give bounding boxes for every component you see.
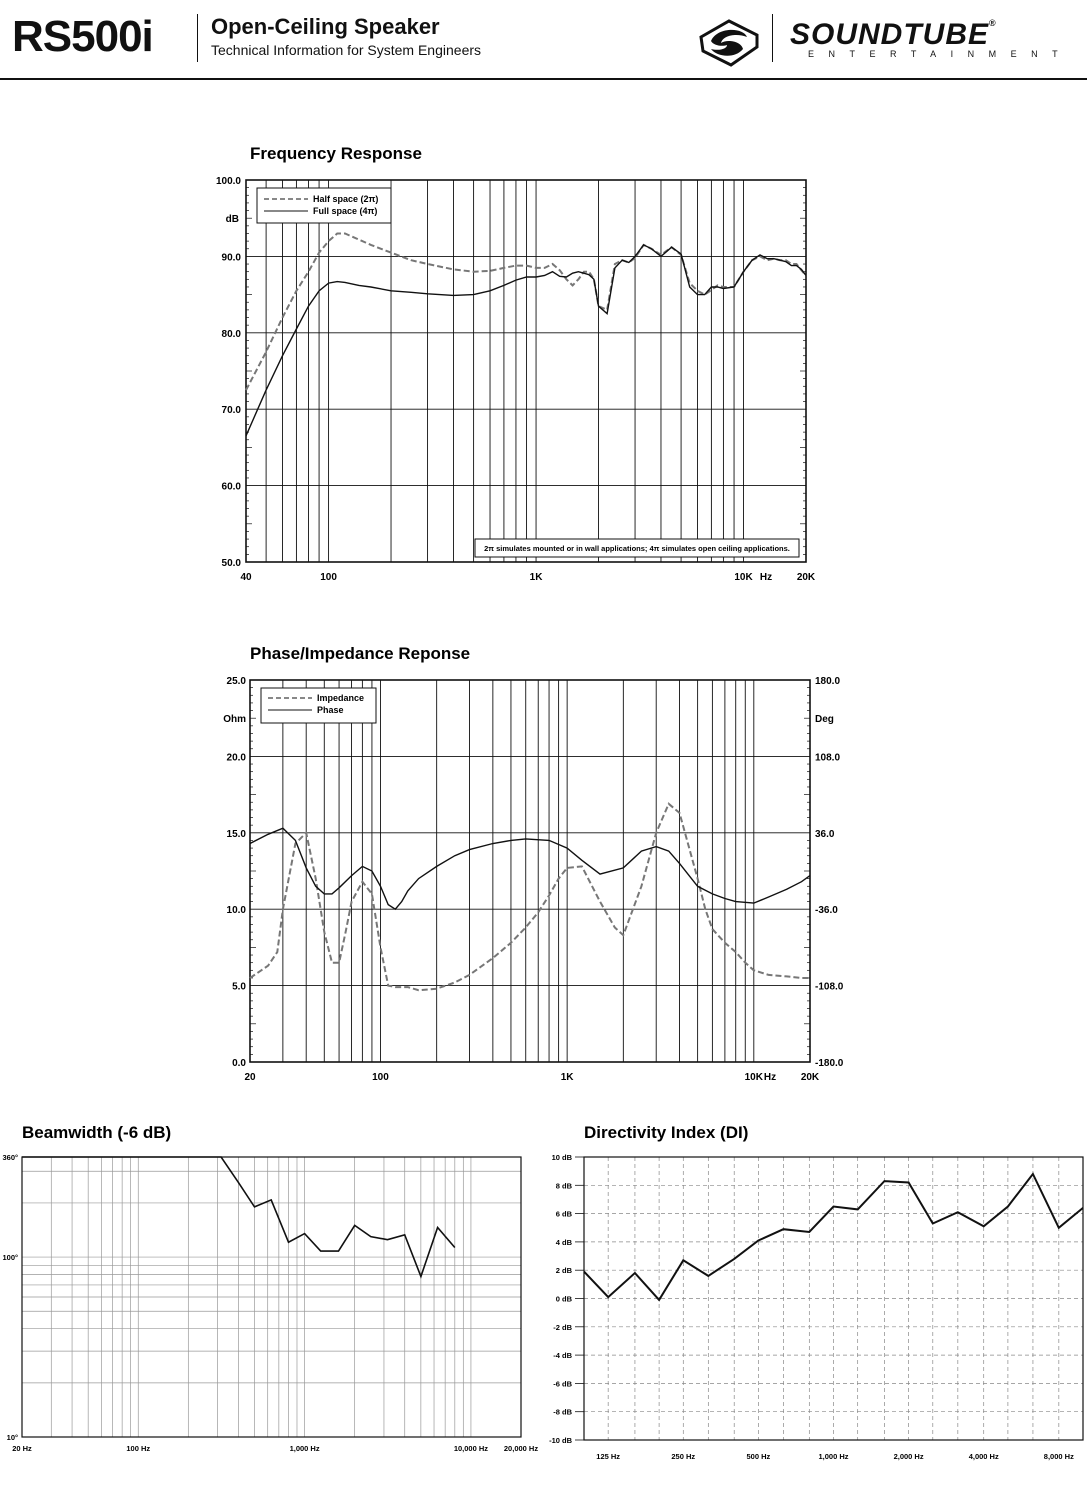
- x-tick-label: 1,000 Hz: [289, 1444, 320, 1453]
- y-tick-label: 20.0: [226, 752, 246, 764]
- y-tick-label: 60.0: [221, 481, 241, 493]
- x-tick-label: 40: [240, 572, 252, 583]
- y-tick-label: 15.0: [226, 828, 246, 840]
- phase-impedance-chart: [0, 630, 1087, 1100]
- series-line: [250, 804, 810, 990]
- legend-label: Impedance: [317, 693, 365, 703]
- y-tick-label: -4 dB: [553, 1351, 572, 1361]
- product-title: Open-Ceiling Speaker: [211, 14, 440, 39]
- chart-note: 2π simulates mounted or in wall applications; 4π simulates open ceiling applications.: [484, 544, 790, 553]
- x-tick-label: 100: [372, 1072, 389, 1083]
- y-tick-label: 10 dB: [551, 1153, 572, 1162]
- registered-mark: ®: [989, 18, 997, 28]
- x-tick-label: 100 Hz: [126, 1444, 151, 1453]
- x-unit-label: Hz: [763, 1072, 777, 1083]
- y2-tick-label: 36.0: [815, 828, 835, 840]
- legend-label: Full space (4π): [313, 206, 378, 216]
- y-tick-label: -10 dB: [549, 1436, 572, 1445]
- y-tick-label: 10.0: [226, 905, 246, 917]
- y-tick-label: 0.0: [232, 1058, 246, 1069]
- brand-tagline: ENTERTAINMENT: [808, 49, 1073, 59]
- y-tick-label: 4 dB: [555, 1237, 572, 1247]
- x-tick-label: 20: [244, 1072, 256, 1083]
- series-line: [250, 828, 810, 909]
- x-tick-label: 20,000 Hz: [503, 1444, 539, 1453]
- x-tick-label: 4,000 Hz: [968, 1452, 999, 1461]
- plot-frame: [250, 680, 810, 1062]
- brand-divider: [772, 14, 773, 62]
- y-tick-label: -2 dB: [553, 1322, 572, 1332]
- product-subtitle: Technical Information for System Engineers: [211, 42, 482, 58]
- legend-label: Half space (2π): [313, 194, 379, 204]
- chart-title: Beamwidth (-6 dB): [22, 1123, 172, 1142]
- x-tick-label: 2,000 Hz: [893, 1452, 924, 1461]
- chart-title: Phase/Impedance Reponse: [250, 644, 471, 663]
- x-tick-label: 500 Hz: [746, 1452, 771, 1461]
- y-tick-label: 70.0: [221, 405, 241, 417]
- model-name: RS500i: [12, 12, 153, 61]
- y-tick-label: -6 dB: [553, 1379, 572, 1389]
- directivity-index-chart: [542, 1110, 1087, 1480]
- page-header: [0, 0, 1087, 80]
- x-tick-label: 1K: [560, 1072, 574, 1083]
- series-line: [246, 234, 806, 391]
- x-tick-label: 20 Hz: [12, 1444, 32, 1453]
- x-tick-label: 20K: [800, 1072, 820, 1083]
- soundtube-swirl-logo-icon: [697, 15, 761, 69]
- y-tick-label: 8 dB: [555, 1181, 572, 1191]
- y-unit-label: Ohm: [223, 714, 246, 726]
- brand-name-text: SOUNDTUBE: [790, 18, 990, 51]
- beamwidth-chart: [0, 1110, 545, 1480]
- y-tick-label: 80.0: [221, 328, 241, 340]
- y2-tick-label: 180.0: [815, 676, 841, 687]
- y-tick-label: 100°: [2, 1253, 18, 1263]
- x-tick-label: 8,000 Hz: [1043, 1452, 1074, 1461]
- x-tick-label: 250 Hz: [671, 1452, 696, 1461]
- y2-unit-label: Deg: [815, 714, 834, 726]
- y-unit-label: dB: [225, 214, 239, 226]
- x-tick-label: 10K: [734, 572, 753, 583]
- plot-frame: [246, 180, 806, 562]
- y2-tick-label: 108.0: [815, 752, 841, 764]
- y-tick-label: 25.0: [226, 676, 246, 687]
- brand-name: [790, 18, 997, 52]
- x-tick-label: 100: [320, 572, 337, 583]
- y-tick-label: 100.0: [215, 176, 241, 187]
- y-tick-label: 360°: [2, 1153, 18, 1162]
- x-tick-label: 125 Hz: [596, 1452, 621, 1461]
- y2-tick-label: -180.0: [815, 1058, 844, 1069]
- x-tick-label: 1,000 Hz: [818, 1452, 849, 1461]
- y-tick-label: -8 dB: [553, 1407, 572, 1417]
- header-divider: [197, 14, 198, 62]
- y-tick-label: 50.0: [221, 558, 241, 569]
- y-tick-label: 0 dB: [555, 1294, 572, 1304]
- y2-tick-label: -36.0: [815, 905, 838, 917]
- y-tick-label: 2 dB: [555, 1266, 572, 1276]
- x-tick-label: 10,000 Hz: [453, 1444, 489, 1453]
- chart-title: Frequency Response: [250, 144, 422, 163]
- y2-tick-label: -108.0: [815, 981, 844, 993]
- y-tick-label: 10°: [6, 1433, 18, 1442]
- legend-label: Phase: [317, 705, 344, 715]
- chart-title: Directivity Index (DI): [584, 1123, 749, 1142]
- x-tick-label: 10K: [744, 1072, 763, 1083]
- x-tick-label: 20K: [796, 572, 816, 583]
- y-tick-label: 5.0: [232, 981, 246, 993]
- y-tick-label: 6 dB: [555, 1209, 572, 1219]
- x-unit-label: Hz: [759, 572, 773, 583]
- y-tick-label: 90.0: [221, 252, 241, 264]
- series-line: [246, 245, 806, 436]
- x-tick-label: 1K: [529, 572, 543, 583]
